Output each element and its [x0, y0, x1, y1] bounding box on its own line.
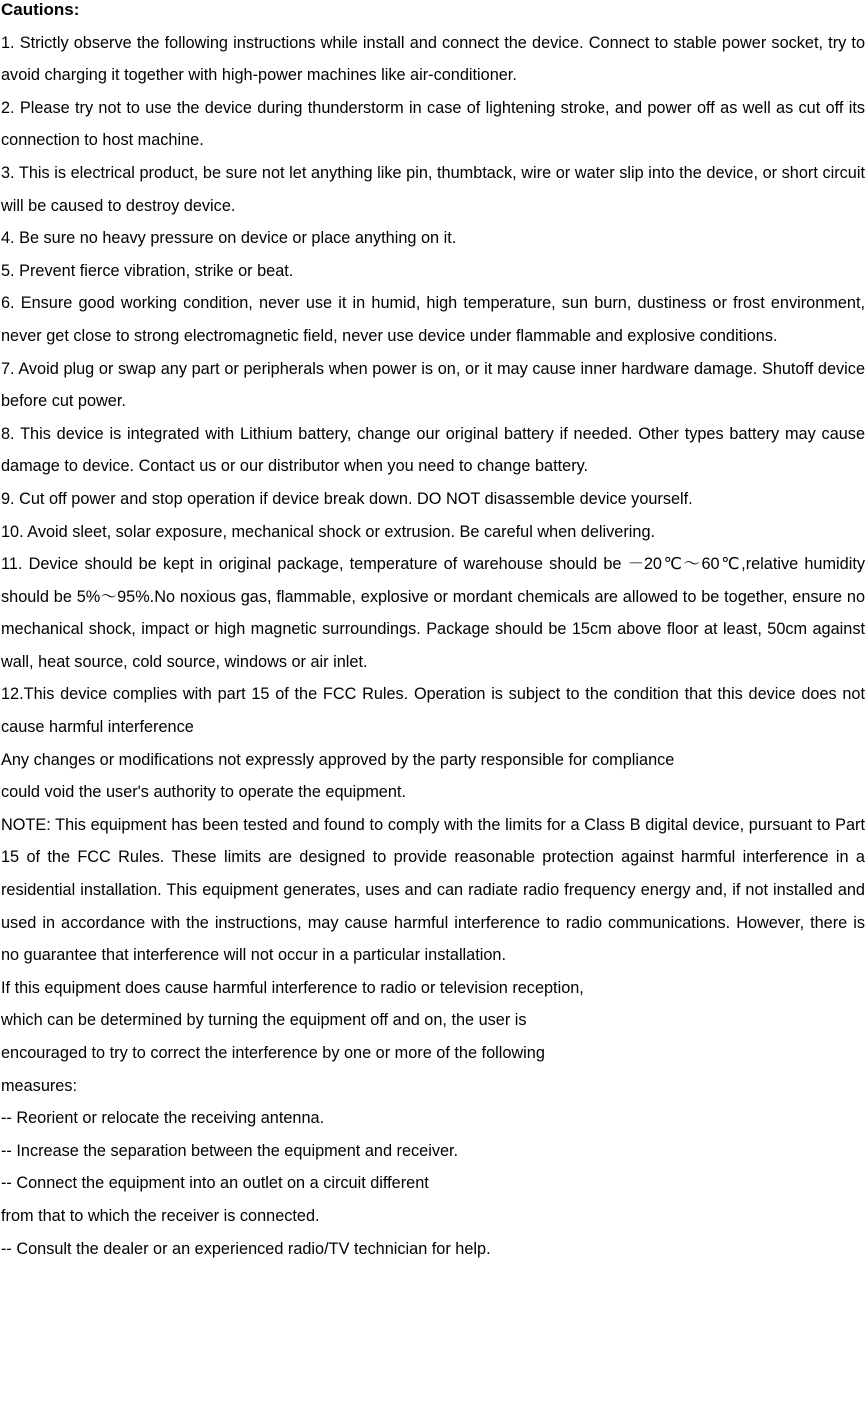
caution-item-2: 2. Please try not to use the device during thunderstorm in case of lightening stroke, and power off as well as cut off its connection to host machine. — [1, 98, 865, 150]
caution-item-11: 11. Device should be kept in original package, temperature of warehouse should be －20℃～60℃,relative humidity should be 5%～95%.No noxious gas, flammable, explosive or mordant chemicals are allowed to be together, ensure no mechanical shock, impact or high magnetic surroundings. Package should be 15cm above floor at least, 50cm against wall, heat source, cold source, windows or air inlet. — [1, 555, 865, 671]
fcc-changes-line: Any changes or modifications not expressly approved by the party responsible for compliance — [1, 750, 675, 769]
fcc-interference-line: encouraged to try to correct the interference by one or more of the following — [1, 1044, 545, 1062]
fcc-interference-line: measures: — [1, 1076, 78, 1095]
fcc-measure-reorient: -- Reorient or relocate the receiving antenna. — [1, 1109, 325, 1128]
fcc-measure-outlet: from that to which the receiver is connected. — [1, 1206, 320, 1225]
caution-item-1: 1. Strictly observe the following instructions while install and connect the device. Connect to stable power socket, try to avoid charging it together with high-power machines like air-conditioner. — [1, 33, 865, 85]
caution-item-3: 3. This is electrical product, be sure not let anything like pin, thumbtack, wire or water slip into the device, or short circuit will be caused to destroy device. — [1, 163, 865, 215]
caution-item-10: 10. Avoid sleet, solar exposure, mechanical shock or extrusion. Be careful when delivering. — [1, 522, 656, 541]
caution-item-9: 9. Cut off power and stop operation if device break down. DO NOT disassemble device yourself. — [1, 489, 693, 508]
fcc-interference-line: If this equipment does cause harmful interference to radio or television reception, — [1, 978, 584, 997]
caution-item-6: 6. Ensure good working condition, never use it in humid, high temperature, sun burn, dustiness or frost environment, never get close to strong electromagnetic field, never use device under flammable and explosive conditions. — [1, 294, 865, 345]
cautions-title: Cautions: — [1, 0, 80, 19]
caution-item-5: 5. Prevent fierce vibration, strike or beat. — [1, 261, 294, 280]
fcc-measure-outlet: -- Connect the equipment into an outlet on a circuit different — [1, 1174, 429, 1193]
caution-item-12: 12.This device complies with part 15 of the FCC Rules. Operation is subject to the condition that this device does not cause harmful interference — [1, 685, 865, 737]
caution-item-7: 7. Avoid plug or swap any part or peripherals when power is on, or it may cause inner hardware damage. Shutoff device before cut power. — [1, 359, 865, 411]
fcc-interference-line: which can be determined by turning the equipment off and on, the user is — [1, 1011, 527, 1030]
cautions-document — [1, 0, 865, 1265]
caution-item-4: 4. Be sure no heavy pressure on device or place anything on it. — [1, 229, 457, 248]
fcc-note: NOTE: This equipment has been tested and found to comply with the limits for a Class B digital device, pursuant to Part 15 of the FCC Rules. These limits are designed to provide reasonable protection against harmful interference in a residential installation. This equipment generates, uses and can radiate radio frequency energy and, if not installed and used in accordance with the instructions, may cause harmful interference to radio communications. However, there is no guarantee that interference will not occur in a particular installation. — [1, 815, 865, 965]
fcc-measure-separation: -- Increase the separation between the equipment and receiver. — [1, 1141, 459, 1160]
caution-item-8: 8. This device is integrated with Lithium battery, change our original battery if needed. Other types battery may cause damage to device. Contact us or our distributor when you need to change battery. — [1, 424, 865, 476]
fcc-measure-consult: -- Consult the dealer or an experienced radio/TV technician for help. — [1, 1239, 491, 1258]
fcc-changes-line: could void the user's authority to operate the equipment. — [1, 783, 406, 802]
